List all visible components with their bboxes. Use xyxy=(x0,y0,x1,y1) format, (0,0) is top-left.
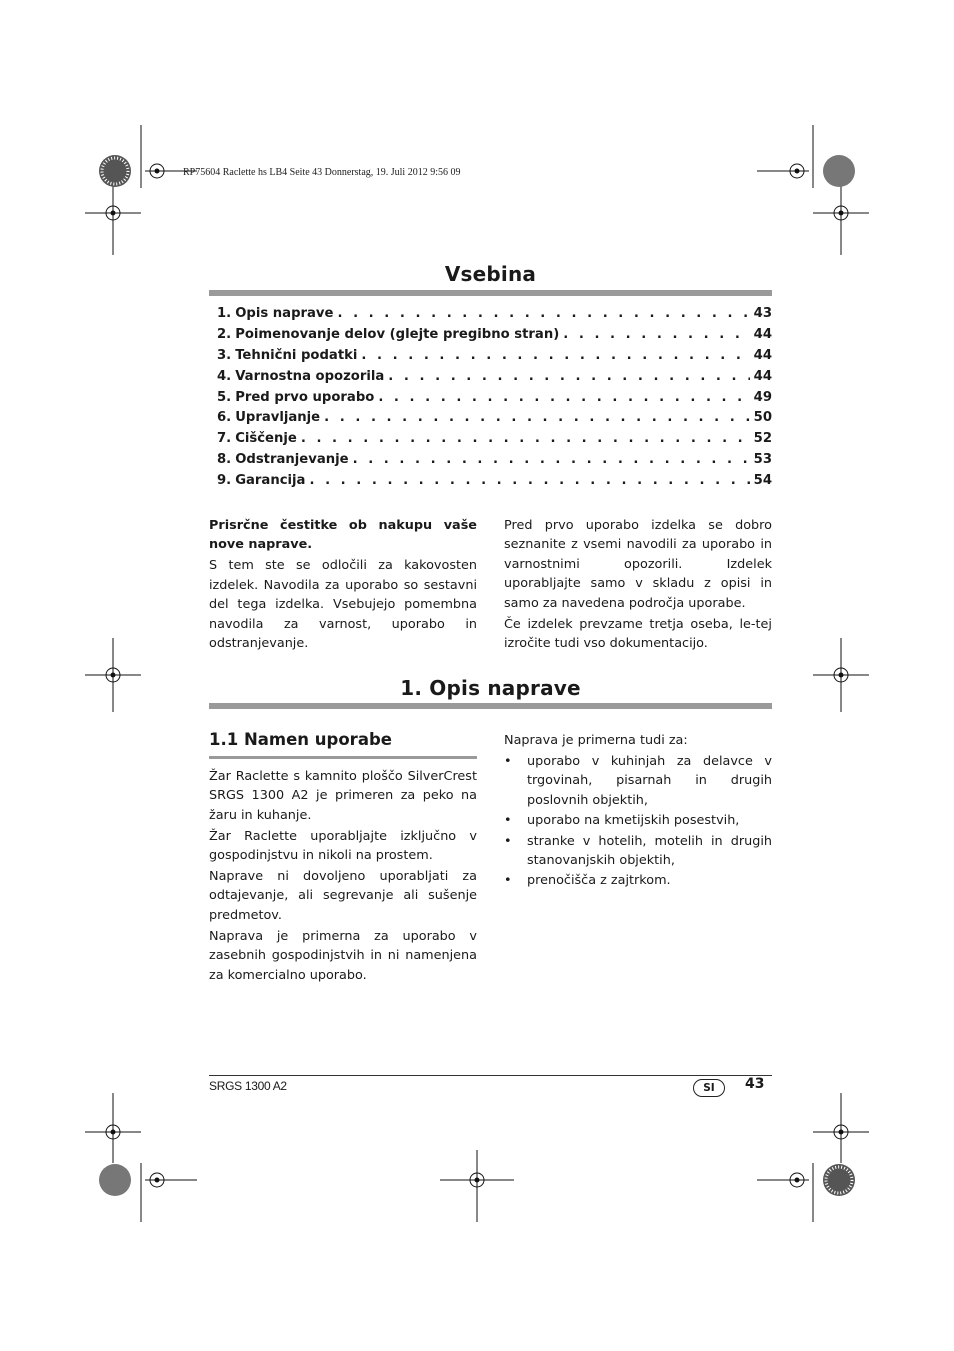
toc-item[interactable]: 5. Pred prvo uporabo . . . 49 xyxy=(217,390,772,411)
intro-left-column xyxy=(209,516,477,655)
usage-paragraph: Naprave ni dovoljeno uporabljati za odtajevanje, ali segrevanje ali sušenje predmetov. xyxy=(209,869,477,923)
section-title: 1. Opis naprave xyxy=(400,676,581,700)
toc-title-rule xyxy=(209,290,772,296)
toc-item[interactable]: 8. Odstranjevanje . . . 53 xyxy=(217,452,772,473)
intro-paragraph: Pred prvo uporabo izdelka se dobro seznanite z vsemi navodili za uporabo in varnostnimi opozorili. Izdelek uporabljajte samo v skladu z opisi in samo za navedena področja uporabe. xyxy=(504,518,772,611)
usage-left-column xyxy=(209,767,477,986)
usage-list xyxy=(504,752,772,891)
subsection-title: 1.1 Namen uporabe xyxy=(209,730,392,749)
intro-paragraph: Če izdelek prevzame tretja oseba, le-tej izročite tudi vso dokumentacijo. xyxy=(504,616,772,651)
list-item: • uporabo v kuhinjah za delavce v trgovinah, pisarnah in drugih poslovnih objektih, xyxy=(504,752,772,810)
usage-intro: Naprava je primerna tudi za: xyxy=(504,733,688,748)
print-header: RP75604 Raclette hs LB4 Seite 43 Donnerstag, 19. Juli 2012 9:56 09 xyxy=(183,167,461,178)
usage-paragraph: Žar Raclette uporabljajte izključno v gospodinjstvu in nikoli na prostem. xyxy=(209,828,477,864)
toc-item[interactable]: 7. Čiščenje . . . 52 xyxy=(217,431,772,452)
usage-paragraph: Naprava je primerna za uporabo v zasebnih gospodinjstvih in ni namenjena za komercialno uporabo. xyxy=(209,928,477,983)
toc-item[interactable]: 4. Varnostna opozorila . . . 44 xyxy=(217,369,772,390)
toc-item[interactable]: 3. Tehnični podatki . . . 44 xyxy=(217,348,772,369)
toc-item[interactable]: 6. Upravljanje . . . 50 xyxy=(217,410,772,431)
list-item: • prenočišča z zajtrkom. xyxy=(504,871,772,890)
table-of-contents xyxy=(217,306,772,494)
list-item: • stranke v hotelih, motelih in drugih stanovanjskih objektih, xyxy=(504,832,772,871)
toc-item[interactable]: 2. Poimenovanje delov (glejte pregibno stran) . . . 44 xyxy=(217,327,772,348)
intro-paragraph: S tem ste se odločili za kakovosten izdelek. Navodila za uporabo so sestavni del tega izdelka. Vsebujejo pomembna navodila za varnost, uporabo in odstranjevanje. xyxy=(209,558,477,651)
toc-title: Vsebina xyxy=(444,262,537,286)
footer-model: SRGS 1300 A2 xyxy=(209,1079,287,1093)
intro-right-column xyxy=(504,516,772,655)
intro-greeting: Prisrčne čestitke ob nakupu vaše nove naprave. xyxy=(209,518,477,553)
footer-rule xyxy=(209,1075,772,1076)
toc-item[interactable]: 1. Opis naprave . . . 43 xyxy=(217,306,772,327)
subsection-rule xyxy=(209,756,477,759)
language-badge: SI xyxy=(693,1079,725,1097)
usage-right-column xyxy=(504,731,772,892)
page-number: 43 xyxy=(745,1076,765,1092)
usage-paragraph: Žar Raclette s kamnito ploščo SilverCrest SRGS 1300 A2 je primeren za peko na žaru in kuhanje. xyxy=(209,769,477,823)
list-item: • uporabo na kmetijskih posestvih, xyxy=(504,811,772,830)
toc-item[interactable]: 9. Garancija . . . 54 xyxy=(217,473,772,494)
section-title-rule xyxy=(209,703,772,709)
